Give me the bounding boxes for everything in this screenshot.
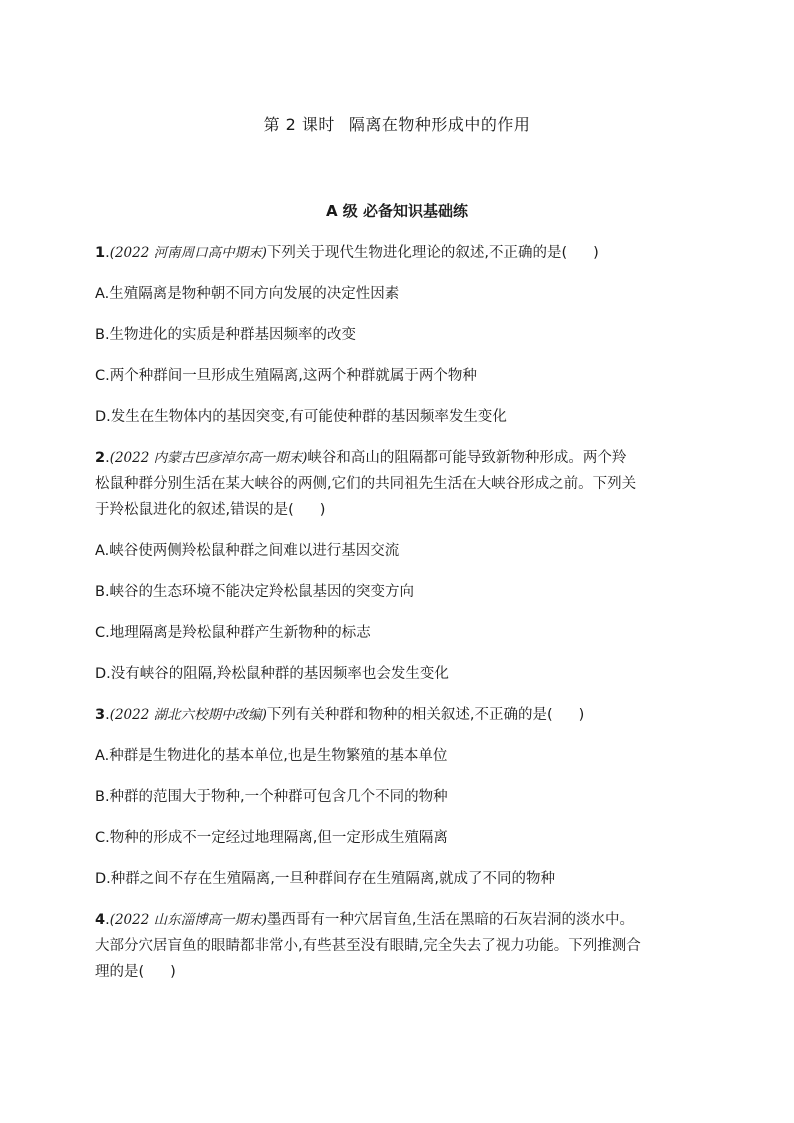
option-b: B.峡谷的生态环境不能决定羚松鼠基因的突变方向 <box>95 584 415 600</box>
question-2-stem-line-3: 于羚松鼠进化的叙述,错误的是( ) <box>95 502 326 518</box>
section-heading: A 级 必备知识基础练 <box>325 202 469 220</box>
lesson-number: 第 2 课时 <box>263 115 335 134</box>
lesson-topic: 隔离在物种形成中的作用 <box>348 115 531 134</box>
option-c: C.两个种群间一旦形成生殖隔离,这两个种群就属于两个物种 <box>95 368 477 384</box>
option-a: A.生殖隔离是物种朝不同方向发展的决定性因素 <box>95 286 400 302</box>
option-c: C.物种的形成不一定经过地理隔离,但一定形成生殖隔离 <box>95 830 448 846</box>
option-c: C.地理隔离是羚松鼠种群产生新物种的标志 <box>95 625 371 641</box>
question-number: 3 <box>95 707 106 723</box>
question-4-stem-line-3: 理的是( ) <box>95 964 176 980</box>
question-number: 4 <box>95 912 106 928</box>
option-d: D.发生在生物体内的基因突变,有可能使种群的基因频率发生变化 <box>95 409 507 425</box>
option-a: A.峡谷使两侧羚松鼠种群之间难以进行基因交流 <box>95 543 400 559</box>
option-d: D.种群之间不存在生殖隔离,一旦种群间存在生殖隔离,就成了不同的物种 <box>95 871 555 887</box>
option-d: D.没有峡谷的阻隔,羚松鼠种群的基因频率也会发生变化 <box>95 666 449 682</box>
question-source: (2022 河南周口高中期末) <box>109 245 267 261</box>
question-source: (2022 湖北六校期中改编) <box>109 707 267 723</box>
question-2-stem: 2.(2022 内蒙古巴彦淖尔高一期末)峡谷和高山的阻隔都可能导致新物种形成。两个羚 <box>95 450 627 466</box>
question-4-stem-line-2: 大部分穴居盲鱼的眼睛都非常小,有些甚至没有眼睛,完全失去了视力功能。下列推测合 <box>95 938 641 954</box>
question-source: (2022 山东淄博高一期末) <box>109 912 267 928</box>
page-title <box>0 112 794 135</box>
question-4-stem: 4.(2022 山东淄博高一期末)墨西哥有一种穴居盲鱼,生活在黑暗的石灰岩洞的淡水中。 <box>95 912 634 928</box>
question-2-stem-line-2: 松鼠种群分别生活在某大峡谷的两侧,它们的共同祖先生活在大峡谷形成之前。下列关 <box>95 476 637 492</box>
question-source: (2022 内蒙古巴彦淖尔高一期末) <box>109 450 308 466</box>
option-b: B.种群的范围大于物种,一个种群可包含几个不同的物种 <box>95 789 448 805</box>
question-3-stem: 3.(2022 湖北六校期中改编)下列有关种群和物种的相关叙述,不正确的是( ) <box>95 707 585 723</box>
question-number: 1 <box>95 245 106 261</box>
question-number: 2 <box>95 450 106 466</box>
option-b: B.生物进化的实质是种群基因频率的改变 <box>95 327 357 343</box>
option-a: A.种群是生物进化的基本单位,也是生物繁殖的基本单位 <box>95 748 448 764</box>
question-1-stem: 1.(2022 河南周口高中期末)下列关于现代生物进化理论的叙述,不正确的是( ) <box>95 245 599 261</box>
